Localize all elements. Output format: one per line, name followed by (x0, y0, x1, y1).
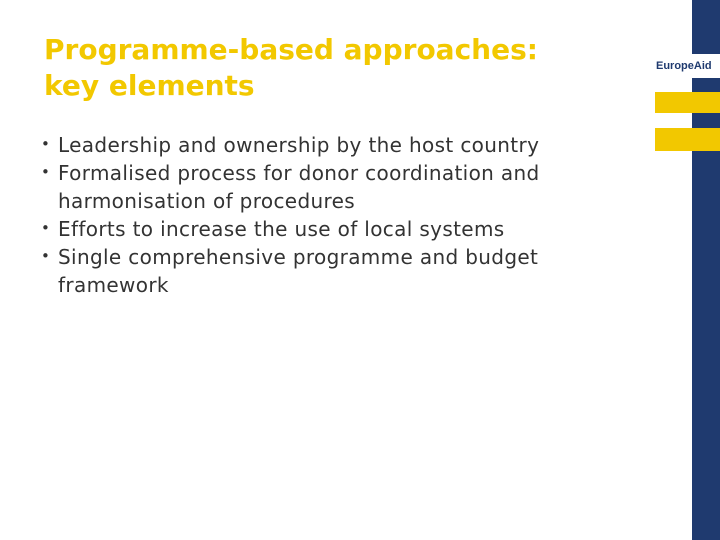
slide-title-line-2: key elements (44, 69, 255, 102)
list-item-leadership (40, 131, 640, 159)
slide-title (44, 32, 654, 104)
list-item-text: • Formalised process for donor coordination and (58, 161, 540, 185)
list-item-text: • Leadership and ownership by the host country (58, 133, 540, 157)
logo-text: EuropeAid (656, 60, 712, 72)
accent-bar-bottom (655, 128, 720, 151)
slide-title-line-1: Programme-based approaches: (44, 33, 538, 66)
list-item-text: • Efforts to increase the use of local systems (58, 217, 505, 241)
list-item-text: • Single comprehensive programme and budget (58, 245, 539, 269)
side-color-band (692, 0, 720, 540)
list-item-text-continued: framework (58, 273, 169, 297)
key-elements-list (40, 131, 640, 299)
list-item-donor-coordination (40, 159, 640, 215)
list-item-programme-budget (40, 243, 640, 299)
europeaid-logo (655, 54, 720, 78)
list-item-text-continued: harmonisation of procedures (58, 189, 356, 213)
accent-bar-top (655, 92, 720, 113)
list-item-local-systems (40, 215, 640, 243)
